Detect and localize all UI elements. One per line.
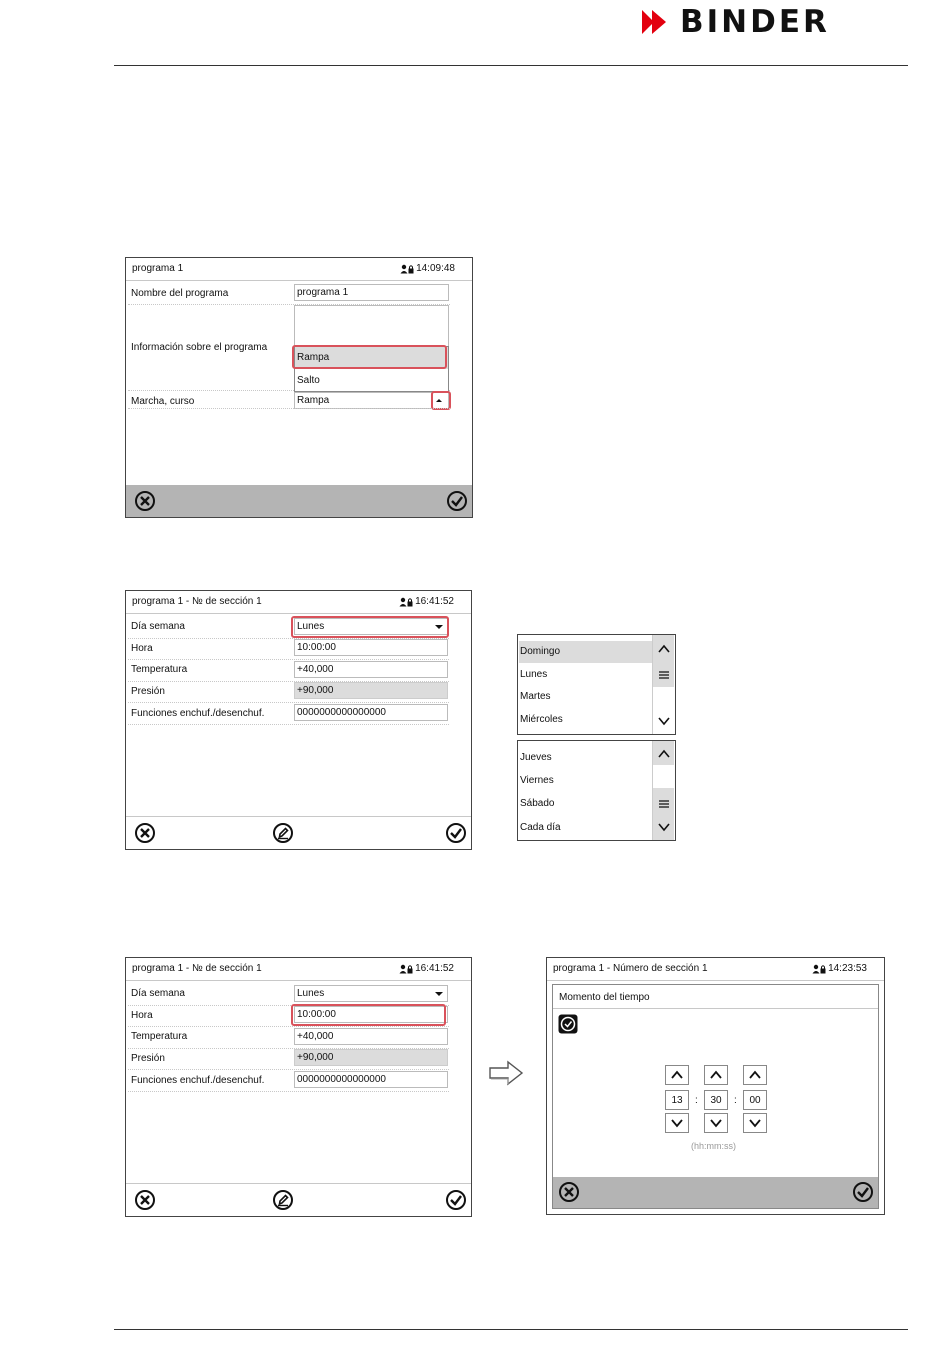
program-name-field[interactable]: programa 1 [294,284,449,301]
minutes-up-button[interactable] [704,1065,728,1085]
clock [812,963,867,974]
chevron-up-icon [744,1066,766,1084]
confirm-icon[interactable] [852,1181,874,1203]
titlebar [126,958,471,981]
chevron-up-icon [666,1066,688,1084]
row-label-program-name: Nombre del programa [131,288,229,299]
weekday-value: Lunes [297,988,325,999]
seconds-field[interactable]: 00 [743,1090,767,1110]
switch-functions-field[interactable]: 0000000000000000 [294,1071,448,1088]
weekday-list-top [517,634,676,735]
row-label-temperature: Temperatura [131,664,188,675]
scroll-up-icon[interactable] [658,644,670,654]
chevron-up-icon [705,1066,727,1084]
hours-up-button[interactable] [665,1065,689,1085]
row-divider [128,724,449,725]
titlebar [547,958,884,981]
scrollbar-thumb[interactable] [653,788,674,840]
user-lock-icon [399,597,413,607]
weekday-value: Lunes [297,621,325,632]
row-label-program-info: Información sobre el programa [131,342,268,353]
time-field[interactable]: 10:00:00 [294,639,448,656]
section-settings-screen-time [125,957,472,1217]
temperature-field[interactable]: +40,000 [294,661,448,678]
highlight-rampa [292,345,447,369]
row-label-pressure: Presión [131,1053,165,1064]
time-format-hint: (hh:mm:ss) [691,1141,736,1151]
row-divider [128,659,449,660]
user-lock-icon [812,964,826,974]
list-item-lunes[interactable]: Lunes [520,669,548,680]
weekday-list-bottom [517,740,676,841]
chevron-down-icon [744,1114,766,1132]
clock-time: 14:23:53 [828,963,867,974]
scroll-thumb-grip-icon [658,670,670,680]
cancel-icon[interactable] [134,1189,156,1211]
seconds-down-button[interactable] [743,1113,767,1133]
edit-pencil-icon[interactable] [272,1189,294,1211]
list-item-domingo[interactable]: Domingo [519,641,653,663]
clock [399,596,454,607]
scrollbar[interactable] [652,741,675,840]
logo-text: BINDER [680,4,830,40]
highlight-time [291,1004,446,1026]
row-divider [128,1091,449,1092]
time-dialog [552,984,879,1209]
cancel-icon[interactable] [134,490,156,512]
footer-bar [126,485,472,517]
course-select[interactable]: Rampa [294,392,449,409]
option-salto[interactable]: Salto [297,375,320,386]
row-label-time: Hora [131,1010,153,1021]
clock [399,963,454,974]
list-item-miercoles[interactable]: Miércoles [520,714,563,725]
row-label-course: Marcha, curso [131,396,195,407]
scroll-down-icon[interactable] [658,716,670,726]
time-separator: : [734,1095,737,1106]
chevron-down-icon [705,1114,727,1132]
scrollbar[interactable] [652,635,675,734]
clock-time: 16:41:52 [415,963,454,974]
temperature-field[interactable]: +40,000 [294,1028,448,1045]
option-rampa[interactable]: Rampa [295,347,448,369]
chevron-down-icon [666,1114,688,1132]
footer-bar [126,1183,471,1216]
minutes-down-button[interactable] [704,1113,728,1133]
list-item-viernes[interactable]: Viernes [520,775,554,786]
row-label-weekday: Día semana [131,621,185,632]
row-label-temperature: Temperatura [131,1031,188,1042]
clock-time: 16:41:52 [415,596,454,607]
time-field[interactable]: 10:00:00 [294,1006,448,1023]
pressure-field: +90,000 [294,682,448,699]
list-item-martes[interactable]: Martes [520,691,551,702]
binder-logo [640,6,910,38]
confirm-icon[interactable] [445,1189,467,1211]
clock-icon [558,1014,578,1034]
time-separator: : [695,1095,698,1106]
list-item-jueves[interactable]: Jueves [520,752,552,763]
binder-logo-icon [640,8,670,36]
titlebar [126,591,471,614]
section-settings-screen [125,590,472,850]
scroll-thumb-grip-icon [658,799,670,809]
edit-pencil-icon[interactable] [272,822,294,844]
time-setting-screen [546,957,885,1215]
highlight-weekday [291,616,449,638]
clock [400,263,455,274]
row-divider [128,1026,449,1027]
screen-title: programa 1 - Número de sección 1 [553,963,708,974]
dialog-divider [553,1008,878,1009]
cancel-icon[interactable] [134,822,156,844]
row-divider [128,702,449,703]
list-item-sabado[interactable]: Sábado [520,798,555,809]
cancel-icon[interactable] [558,1181,580,1203]
list-item-cada-dia[interactable]: Cada día [520,822,561,833]
header-rule [114,65,908,66]
row-label-switch-functions: Funciones enchuf./desenchuf. [131,708,265,719]
titlebar [126,258,472,281]
pressure-field: +90,000 [294,1049,448,1066]
user-lock-icon [400,264,414,274]
confirm-icon[interactable] [446,490,468,512]
confirm-icon[interactable] [445,822,467,844]
clock-time: 14:09:48 [416,263,455,274]
minutes-field[interactable]: 30 [704,1090,728,1110]
seconds-up-button[interactable] [743,1065,767,1085]
screen-title: programa 1 [132,263,184,274]
switch-functions-field[interactable]: 0000000000000000 [294,704,448,721]
row-label-weekday: Día semana [131,988,185,999]
footer-rule [114,1329,908,1330]
row-divider [128,1069,449,1070]
dialog-footer [553,1177,878,1208]
program-settings-screen [125,257,473,518]
row-label-switch-functions: Funciones enchuf./desenchuf. [131,1075,265,1086]
caret-down-icon [435,992,443,996]
row-label-time: Hora [131,643,153,654]
footer-bar [126,816,471,849]
screen-title: programa 1 - № de sección 1 [132,963,262,974]
scroll-down-icon[interactable] [658,822,670,832]
scroll-up-icon[interactable] [658,749,670,759]
arrow-right-icon [488,1060,524,1086]
row-label-pressure: Presión [131,686,165,697]
hours-down-button[interactable] [665,1113,689,1133]
dialog-title: Momento del tiempo [559,992,650,1003]
user-lock-icon [399,964,413,974]
row-divider [128,408,450,409]
weekday-select[interactable] [294,985,448,1002]
hours-field[interactable]: 13 [665,1090,689,1110]
screen-title: programa 1 - № de sección 1 [132,596,262,607]
